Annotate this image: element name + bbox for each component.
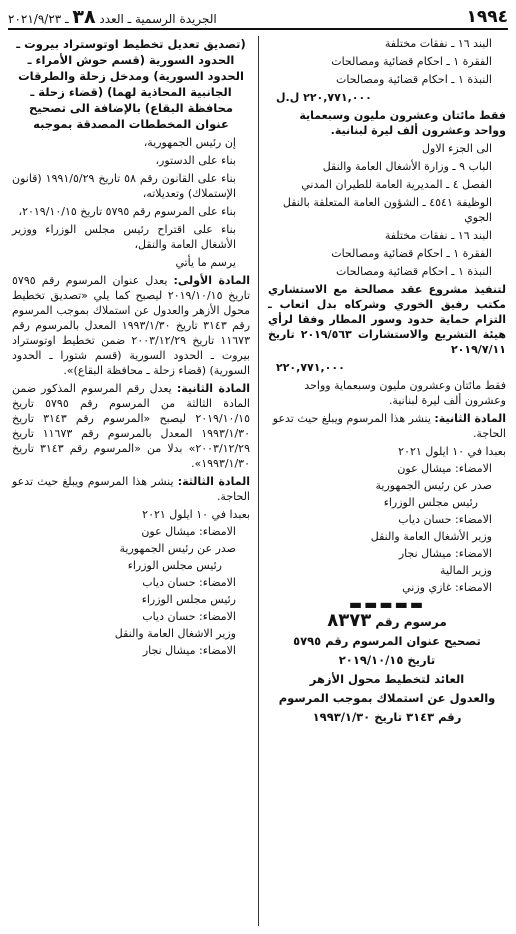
signature: الامضاء: ميشال نجار <box>398 547 492 560</box>
amount-total: ٢٢٠,٧٧١,٠٠٠ ل.ل <box>276 91 372 104</box>
budget-line: الى الجزء الاول <box>422 142 492 155</box>
decree-number: ٨٣٧٣ <box>327 610 372 631</box>
decree-formula: يرسم ما يأتي <box>175 256 236 269</box>
issue-info <box>8 6 217 28</box>
official-title: رئيس مجلس الوزراء <box>383 496 478 509</box>
signature: الامضاء: حسان دياب <box>142 610 236 623</box>
issued-by: صدر عن رئيس الجمهورية <box>119 542 236 555</box>
decree-title-line: رقم ٣١٤٣ تاريخ ١٩٩٣/١/٣٠ <box>312 710 462 724</box>
signature-block <box>12 507 250 658</box>
page-number: ١٩٩٤ <box>466 7 508 27</box>
article-2 <box>268 411 506 441</box>
article-text: ينشر هذا المرسوم ويبلغ حيث تدعو الحاجة. <box>272 412 506 440</box>
decree-title-line: العائد لتخطيط محول الأزهر <box>309 672 465 686</box>
issue-prefix: الجريدة الرسمية ـ العدد <box>99 12 217 26</box>
decree-prefix: مرسوم رقم <box>375 615 447 629</box>
decree-date: بعبدا في ١٠ ايلول ٢٠٢١ <box>142 508 250 521</box>
article-2 <box>12 381 250 471</box>
decree-title: (تصديق تعديل تخطيط اوتوستراد بيروت ـ الحدود السورية (قسم حوش الأمراء ـ الحدود السورية) ومدخل زحلة والطرقات الجانبية المحاذية لهما) (قضاء زحلة ـ محافظة البقاع) بالإضافة الى تصحيح عنوان المخططات المصدقة بموجبه <box>16 37 246 131</box>
preamble: بناء على الدستور، <box>155 154 236 167</box>
column-divider <box>258 36 259 926</box>
official-title: وزير المالية <box>440 564 492 577</box>
article-text: ينشر هذا المرسوم ويبلغ حيث تدعو الحاجة. <box>12 475 250 503</box>
signature: الامضاء: حسان دياب <box>398 513 492 526</box>
signature: الامضاء: ميشال عون <box>141 525 236 538</box>
budget-line: الفقرة ١ ـ احكام قضائية ومصالحات <box>331 247 492 260</box>
decree-date: بعبدا في ١٠ ايلول ٢٠٢١ <box>398 445 506 458</box>
decree-title-line: تصحيح عنوان المرسوم رقم ٥٧٩٥ <box>293 634 481 648</box>
official-title: رئيس مجلس الوزراء <box>127 559 222 572</box>
article-label: المادة الثالثة: <box>177 475 250 488</box>
article-1 <box>12 273 250 378</box>
official-title: وزير الاشغال العامة والنقل <box>114 627 236 640</box>
official-title: وزير الأشغال العامة والنقل <box>370 530 492 543</box>
decree-heading <box>268 610 506 631</box>
section-separator: ▬▬▬▬▬ <box>348 597 426 613</box>
preamble: إن رئيس الجمهورية، <box>143 136 236 149</box>
budget-line: الفقرة ١ ـ احكام قضائية ومصالحات <box>331 55 492 68</box>
right-column <box>268 36 506 728</box>
budget-line: الفصل ٤ ـ المديرية العامة للطيران المدني <box>301 178 492 191</box>
budget-line: النبذة ١ ـ احكام قضائية ومصالحات <box>336 265 492 278</box>
amount-words: فقط مائتان وعشرون مليون وسبعماية وواحد وعشرون ألف ليرة لبنانية. <box>304 379 506 407</box>
official-title: رئيس مجلس الوزراء <box>141 593 236 606</box>
article-label: المادة الأولى: <box>173 274 250 287</box>
preamble: بناء على المرسوم رقم ٥٧٩٥ تاريخ ٢٠١٩/١٠/١٥، <box>18 205 236 218</box>
decree-title-line: والعدول عن استملاك بموجب المرسوم <box>278 691 496 705</box>
preamble: بناء على اقتراح رئيس مجلس الوزراء ووزير الأشغال العامة والنقل، <box>12 223 236 251</box>
issue-number: ٣٨ <box>72 6 96 28</box>
issued-by: صدر عن رئيس الجمهورية <box>375 479 492 492</box>
signature-block <box>268 444 506 595</box>
budget-line: النبذة ١ ـ احكام قضائية ومصالحات <box>336 73 492 86</box>
amount-total: ٢٢٠,٧٧١,٠٠٠ <box>276 361 345 374</box>
issue-date: ـ ٢٠٢١/٩/٢٣ <box>8 12 69 26</box>
budget-line: البند ١٦ ـ نفقات مختلفة <box>384 37 492 50</box>
article-label: المادة الثانية: <box>176 382 251 395</box>
article-text: يعدل عنوان المرسوم رقم ٥٧٩٥ تاريخ ٢٠١٩/١٠/١٥ ليصبح كما يلي «تصديق تخطيط محول الأزهر والعدول عن استملاك بموجب المرسوم رقم ٣١٤٣ تاريخ ١٩٩٣/١/٣٠ المعدل بالمرسوم رقم ١١٦٧٣ تاريخ ٢٠٠٣/١٢/٢٩ ضمن تخطيط اوتوستراد بيروت ـ الحدود السورية (قسم شتورا ـ الحدود السورية) (قضاء زحلة ـ محافظة البقاع)». <box>12 274 251 377</box>
left-column <box>12 36 250 660</box>
signature: الامضاء: ميشال عون <box>397 462 492 475</box>
amount-words: فقط مائتان وعشرون مليون وسبعماية وواحد وعشرون ألف ليرة لبنانية. <box>299 109 506 137</box>
budget-line: الباب ٩ ـ وزارة الأشغال العامة والنقل <box>322 160 492 173</box>
article-label: المادة الثانية: <box>434 412 506 425</box>
page-header <box>8 6 508 30</box>
signature: الامضاء: حسان دياب <box>142 576 236 589</box>
purpose-text: لتنفيذ مشروع عقد مصالحة مع الاستشاري مكتب رفيق الخوري وشركاه بدل اتعاب ـ التزام حماية حدود وسور المطار وفقا لرأي هيئة التشريع والاستشارات ٢٠١٩/٥٦٣ تاريخ ٢٠١٩/٧/١١ <box>268 283 506 356</box>
budget-line: البند ١٦ ـ نفقات مختلفة <box>384 229 492 242</box>
decree-title-line: تاريخ ٢٠١٩/١٠/١٥ <box>338 653 436 667</box>
signature: الامضاء: غازي وزني <box>402 581 492 594</box>
article-text: يعدل رقم المرسوم المذكور ضمن المادة الثالثة من المرسوم رقم ٥٧٩٥ تاريخ ٢٠١٩/١٠/١٥ ليصبح «المرسوم رقم ٣١٤٣ تاريخ ١٩٩٣/١/٣٠ المعدل بالمرسوم رقم ١١٦٧٣ تاريخ ٢٠٠٣/١٢/٢٩» بدلا من «المرسوم رقم ٣١٤٣ تاريخ ١٩٩٣/١/٣٠». <box>12 382 250 470</box>
article-3 <box>12 474 250 504</box>
signature: الامضاء: ميشال نجار <box>142 644 236 657</box>
preamble: بناء على القانون رقم ٥٨ تاريخ ١٩٩١/٥/٢٩ (قانون الإستملاك) وتعديلاته، <box>12 172 236 200</box>
budget-line: الوظيفة ٤٥٤١ ـ الشؤون العامة المتعلقة بالنقل الجوي <box>282 196 492 224</box>
